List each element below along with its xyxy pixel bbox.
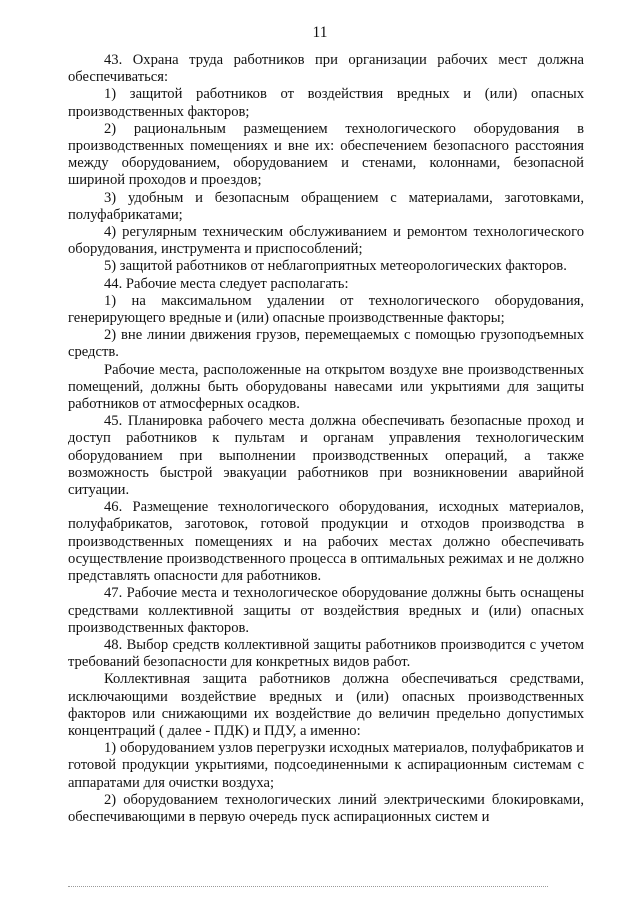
body-text [68,52,584,826]
paragraph-44: 44. Рабочие места следует располагать: [104,275,349,292]
paragraph-44-item-2: 2) вне линии движения грузов, перемещаемых с помощью грузоподъемных средств. [68,327,584,361]
paragraph-43-item-4: 4) регулярным техническим обслуживанием и ремонтом технологического оборудования, инструмента и приспособлений; [68,224,584,258]
paragraph-43-item-2: 2) рациональным размещением технологического оборудования в производственных помещениях и вне их: обеспечением безопасного расстояния между оборудованием, оборудованием и стенами, колоннами, безопасной шириной проходов и проездов; [68,120,584,189]
paragraph-48: 48. Выбор средств коллективной защиты работников производится с учетом требований безопасности для конкретных видов работ. [68,636,584,671]
paragraph-48-item-1: 1) оборудованием узлов перегрузки исходных материалов, полуфабрикатов и готовой продукции укрытиями, подсоединенными к аспирационным системам с аппаратами для очистки воздуха; [68,740,584,791]
paragraph-47: 47. Рабочие места и технологическое оборудование должны быть оснащены средствами коллективной защиты от воздействия вредных и (или) опасных производственных факторов. [68,585,584,636]
paragraph-43-item-1: 1) защитой работников от воздействия вредных и (или) опасных производственных факторов; [68,86,584,120]
paragraph-43: 43. Охрана труда работников при организации рабочих мест должна обеспечиваться: [68,52,584,86]
paragraph-48-collective: Коллективная защита работников должна обеспечиваться средствами, исключающими воздействие вредных и (или) опасных производственных факторов или снижающими их воздействие до величин предельно допустимых концентраций ( далее - ПДК) и ПДУ, а именно: [68,671,584,739]
paragraph-44-outdoor: Рабочие места, расположенные на открытом воздухе вне производственных помещений, должны быть оборудованы навесами или укрытиями для защиты работников от атмосферных осадков. [68,361,584,413]
paragraph-48-item-2: 2) оборудованием технологических линий электрическими блокировками, обеспечивающими в первую очередь пуск аспирационных систем и [68,791,584,825]
page-number: 11 [312,24,328,41]
scan-edge-line [68,886,548,887]
paragraph-44-item-1: 1) на максимальном удалении от технологического оборудования, генерирующего вредные и (или) опасные производственные факторы; [68,292,584,327]
paragraph-46: 46. Размещение технологического оборудования, исходных материалов, полуфабрикатов, заготовок, готовой продукции и отходов производства в производственных помещениях и на рабочих местах должно обеспечивать осуществление производственного процесса в оптимальных режимах и не должно представлять опасности для работников. [68,499,584,585]
paragraph-43-item-3: 3) удобным и безопасным обращением с материалами, заготовками, полуфабрикатами; [68,189,584,223]
paragraph-45: 45. Планировка рабочего места должна обеспечивать безопасные проход и доступ работников к пультам и органам управления технологическим оборудованием при выполнении производственных операций, а также возможность быстрой эвакуации работников при возникновении аварийной ситуации. [68,413,584,499]
paragraph-43-item-5: 5) защитой работников от неблагоприятных метеорологических факторов. [104,258,567,275]
